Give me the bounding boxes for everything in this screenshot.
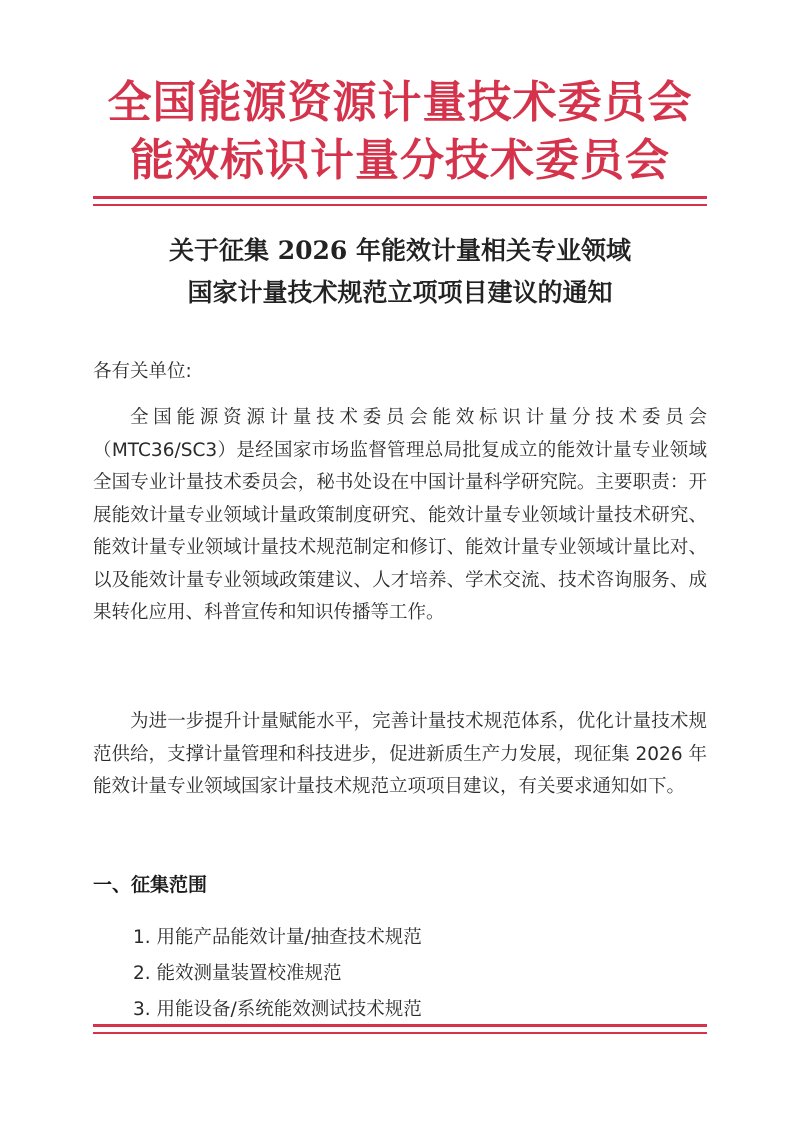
list-item: 1. 用能产品能效计量/抽查技术规范 [133,927,422,948]
list-item: 3. 用能设备/系统能效测试技术规范 [133,999,422,1020]
document-title-line-2: 国家计量技术规范立项项目建议的通知 [187,278,613,307]
paragraph-2: 为进一步提升计量赋能水平，完善计量技术规范体系，优化计量技术规范供给，支撑计量管理和科技进步，促进新质生产力发展，现征集 2026 年能效计量专业领域国家计量技术规范立项项目建议，有关要求通知如下。 [93,711,707,797]
letterhead-line-2: 能效标识计量分技术委员会 [130,135,670,186]
letterhead [0,74,800,190]
list-item: 2. 能效测量装置校准规范 [133,963,342,984]
document-title-line-1: 关于征集 2026 年能效计量相关专业领域 [169,236,631,265]
footer-rule-thick [93,1024,707,1027]
letterhead-line-1: 全国能源资源计量技术委员会 [107,77,693,128]
paragraph-1: 全国能源资源计量技术委员会能效标识计量分技术委员会（MTC36/SC3）是经国家市场监督管理总局批复成立的能效计量专业领域全国专业计量技术委员会，秘书处设在中国计量科学研究院。主要职责：开展能效计量专业领域计量政策制度研究、能效计量专业领域计量技术研究、能效计量专业领域计量技术规范制定和修订、能效计量专业领域计量比对、以及能效计量专业领域政策建议、人才培养、学术交流、技术咨询服务、成果转化应用、科普宣传和知识传播等工作。 [93,407,707,623]
document-title [0,230,800,314]
scope-list [133,920,422,1028]
section-heading-scope: 一、征集范围 [93,874,208,896]
salutation: 各有关单位: [93,361,192,382]
footer-rule-thin [93,1032,707,1034]
header-rule-thin [93,204,707,206]
header-rule-thick [93,196,707,199]
